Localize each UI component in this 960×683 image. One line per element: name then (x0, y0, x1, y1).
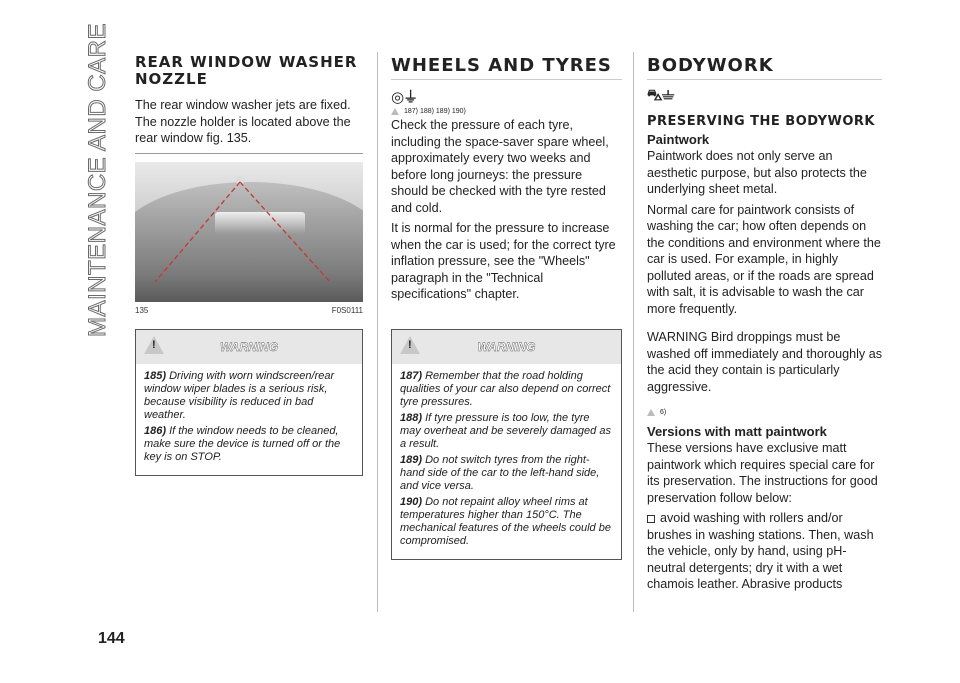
warning-item: 187) Remember that the road holding qualities of your car also depend on correct tyre pressures. (400, 369, 611, 408)
warning-triangle-icon: ! (144, 336, 164, 354)
nozzle-description: The rear window washer jets are fixed. The nozzle holder is located above the rear window fig. 135. (135, 98, 351, 145)
column-divider (377, 52, 378, 612)
column-divider (633, 52, 634, 612)
tyre-icon: ◎⏚ (391, 88, 418, 106)
column-wheels-tyres (391, 52, 622, 560)
section-heading-rear-window-washer: REAR WINDOW WASHER NOZZLE (135, 53, 358, 88)
warning-item: 188) If tyre pressure is too low, the tyre may overheat and be severely damaged as a result. (400, 411, 611, 450)
paintwork-paragraph: Normal care for paintwork consists of washing the car; how often depends on the conditions and environment where the car is used. For example, in highly polluted areas, or if the roads are spread with salt, it is advisable to wash the car more frequently. (647, 202, 881, 316)
divider (135, 153, 363, 154)
warning-box-tyres (391, 329, 622, 560)
tyre-pressure-paragraph: It is normal for the pressure to increase when the car is used; for the correct tyre inflation pressure, see the "Wheels" paragraph in the "Technical specifications" chapter. (391, 221, 616, 301)
warning-item: 186) If the window needs to be cleaned, make sure the device is turned off or the key is on STOP. (144, 424, 341, 463)
column-rear-window-washer (135, 52, 363, 476)
caution-ref: 6) (647, 409, 882, 416)
warning-mini-icon (391, 108, 399, 115)
warning-refs: 187) 188) 189) 190) (391, 108, 622, 115)
warning-header: ! WARNING (392, 330, 621, 364)
section-heading-wheels-tyres: WHEELS AND TYRES (391, 56, 622, 80)
caution-mini-icon (647, 409, 655, 416)
figure-number: 135 (135, 305, 149, 315)
figure-rear-window-nozzle (135, 162, 363, 302)
paintwork-title: Paintwork (647, 132, 710, 147)
warning-box-wipers (135, 329, 363, 476)
figure-code: F0S0111 (331, 305, 363, 315)
warning-item: 185) Driving with worn windscreen/rear window wiper blades is a serious risk, because visibility is reduced in bad weather. (144, 369, 335, 421)
tyre-pressure-paragraph: Check the pressure of each tyre, including the space-saver spare wheel, approximately every two weeks and before long journeys: the pressure should be checked with the tyre rested and cold. (391, 118, 609, 215)
paintwork-paragraph: Paintwork does not only serve an aesthetic purpose, but also protects the underlying sheet metal. (647, 149, 867, 196)
matt-paintwork-paragraph: These versions have exclusive matt paintwork which requires special care for its preservation. The instructions for good preservation follow below: (647, 441, 878, 505)
list-item: avoid washing with rollers and/or brushes in washing stations. Then, wash the vehicle, only by hand, using pH-neutral detergents; dry it with a wet chamois leather. Abrasive products (647, 511, 874, 591)
column-bodywork (647, 52, 882, 593)
car-wash-icon: ⛍⏚ (647, 86, 674, 104)
bird-droppings-warning: WARNING Bird droppings must be washed off immediately and thoroughly as the acid they contain is particularly aggressive. (647, 330, 882, 394)
section-heading-bodywork: BODYWORK (647, 56, 882, 80)
subheading-preserving-bodywork: PRESERVING THE BODYWORK (647, 114, 875, 129)
matt-paintwork-title: Versions with matt paintwork (647, 424, 827, 439)
warning-header: ! WARNING (136, 330, 362, 364)
warning-item: 189) Do not switch tyres from the right-hand side of the car to the left-hand side, and vice versa. (400, 453, 600, 492)
figure-caption (135, 306, 363, 315)
page-number: 144 (98, 630, 125, 647)
bullet-square-icon (647, 515, 655, 523)
warning-item: 190) Do not repaint alloy wheel rims at temperatures higher than 150°C. The mechanical features of the wheels could be compromised. (400, 495, 611, 547)
sidebar-chapter-title: MAINTENANCE AND CARE (84, 22, 111, 338)
warning-triangle-icon: ! (400, 336, 420, 354)
